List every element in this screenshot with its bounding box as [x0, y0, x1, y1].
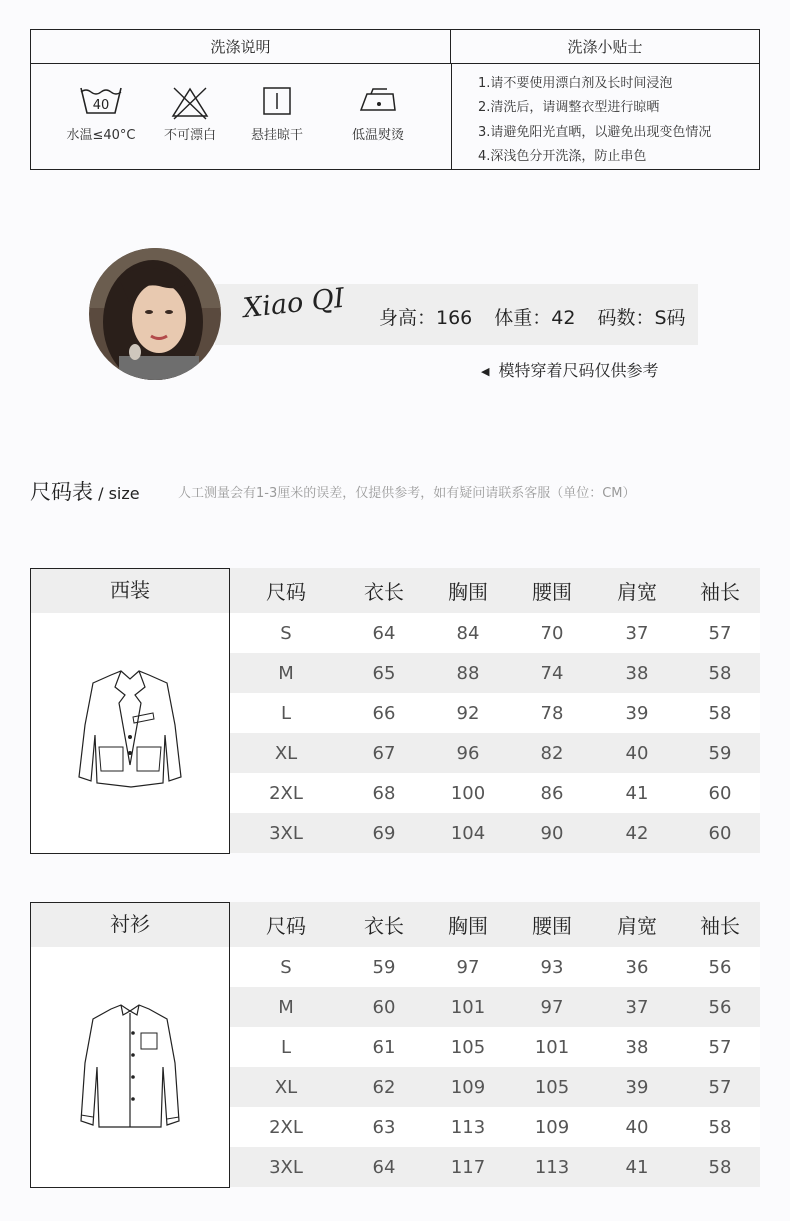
- table-cell: M: [278, 662, 294, 684]
- table-cell: 2XL: [269, 782, 303, 804]
- table-cell: 58: [708, 662, 732, 684]
- care-symbol-label: 悬挂晾干: [250, 128, 303, 143]
- table-cell: 37: [625, 996, 649, 1018]
- table-cell: 63: [372, 1116, 396, 1138]
- model-signature: Xiao QI: [241, 282, 346, 325]
- shirt-grid: [230, 902, 760, 1187]
- triangle-left-icon: ◀: [481, 365, 490, 378]
- table-cell: 64: [372, 622, 396, 644]
- table-row: [230, 1067, 760, 1107]
- table-row: [230, 947, 760, 987]
- table-cell: 56: [708, 996, 732, 1018]
- table-cell: M: [278, 996, 294, 1018]
- table-row: [230, 813, 760, 853]
- model-stats: [379, 303, 686, 330]
- header-cell: 尺码: [266, 914, 306, 938]
- table-cell: 58: [708, 1116, 732, 1138]
- table-cell: 64: [372, 1156, 396, 1178]
- table-row: [230, 613, 760, 653]
- table-cell: 92: [456, 702, 480, 724]
- care-tip: 4.深浅色分开洗涤，防止串色: [478, 148, 647, 164]
- table-header-row: [230, 568, 760, 613]
- shirt-panel: [30, 902, 230, 1188]
- wash-temperature-badge: 40: [92, 98, 110, 113]
- care-right-title: 洗涤小贴士: [451, 30, 759, 64]
- table-cell: 82: [540, 742, 564, 764]
- table-cell: 74: [540, 662, 564, 684]
- header-cell: 尺码: [266, 580, 306, 604]
- header-cell: 肩宽: [617, 580, 657, 604]
- table-cell: XL: [274, 1076, 298, 1098]
- table-cell: 117: [450, 1156, 486, 1178]
- table-cell: 96: [456, 742, 480, 764]
- table-cell: S: [280, 622, 292, 644]
- size-chart-title: 尺码表: [30, 480, 93, 504]
- table-header-row: [230, 902, 760, 947]
- table-cell: 88: [456, 662, 480, 684]
- table-cell: 41: [625, 782, 649, 804]
- header-cell: 肩宽: [617, 914, 657, 938]
- table-cell: 39: [625, 1076, 649, 1098]
- table-cell: 86: [540, 782, 564, 804]
- care-symbol-dry: [232, 86, 322, 143]
- care-tip: 1.请不要使用漂白剂及长时间浸泡: [478, 76, 673, 91]
- table-cell: 67: [372, 742, 396, 764]
- table-cell: 57: [708, 1076, 732, 1098]
- care-symbol-iron: [333, 86, 423, 143]
- care-symbol-label: 低温熨烫: [351, 128, 404, 143]
- table-cell: 41: [625, 1156, 649, 1178]
- model-size: 码数：S码: [597, 307, 686, 329]
- table-cell: 97: [456, 956, 480, 978]
- no-bleach-icon: [170, 86, 210, 120]
- table-cell: 3XL: [269, 822, 303, 844]
- table-cell: 101: [450, 996, 486, 1018]
- table-cell: 90: [540, 822, 564, 844]
- header-cell: 腰围: [532, 580, 572, 604]
- table-cell: 56: [708, 956, 732, 978]
- table-row: [230, 733, 760, 773]
- table-cell: 57: [708, 622, 732, 644]
- care-tip: 2.清洗后，请调整衣型进行晾晒: [478, 100, 660, 116]
- care-tip: 3.请避免阳光直晒，以避免出现变色情况: [478, 124, 712, 140]
- size-chart-note: 人工测量会有1-3厘米的误差，仅提供参考，如有疑问请联系客服（单位：CM）: [178, 486, 636, 501]
- table-cell: 101: [534, 1036, 570, 1058]
- header-cell: 袖长: [700, 914, 740, 938]
- table-cell: 59: [708, 742, 732, 764]
- table-cell: 109: [534, 1116, 570, 1138]
- table-row: [230, 1027, 760, 1067]
- size-chart-subtitle: / size: [93, 484, 140, 503]
- header-cell: 胸围: [448, 580, 488, 604]
- header-cell: 袖长: [700, 580, 740, 604]
- table-cell: 58: [708, 702, 732, 724]
- table-cell: 2XL: [269, 1116, 303, 1138]
- table-cell: 69: [372, 822, 396, 844]
- care-instructions-table: [30, 29, 760, 170]
- table-cell: L: [280, 702, 292, 724]
- table-cell: 37: [625, 622, 649, 644]
- table-cell: 60: [708, 782, 732, 804]
- table-row: [230, 1147, 760, 1187]
- suit-grid: [230, 568, 760, 853]
- care-tips-list: [478, 72, 758, 169]
- suit-panel: [30, 568, 230, 854]
- shirt-panel-title: 衬衫: [31, 903, 229, 947]
- care-symbol-label: 水温≤40°C: [66, 128, 136, 143]
- size-chart-heading: [30, 476, 140, 506]
- care-left-title: 洗涤说明: [31, 30, 451, 64]
- table-cell: 65: [372, 662, 396, 684]
- care-symbol-wash: [56, 86, 146, 143]
- table-cell: 60: [372, 996, 396, 1018]
- table-cell: 62: [372, 1076, 396, 1098]
- hang-dry-icon: [262, 86, 292, 116]
- low-iron-icon: [357, 86, 399, 116]
- table-cell: 113: [534, 1156, 570, 1178]
- table-cell: S: [280, 956, 292, 978]
- model-avatar: [89, 248, 221, 380]
- table-cell: 36: [625, 956, 649, 978]
- table-cell: L: [280, 1036, 292, 1058]
- wash-40-icon: [79, 86, 123, 116]
- table-cell: 97: [540, 996, 564, 1018]
- care-symbol-label: 不可漂白: [163, 128, 216, 143]
- table-cell: 38: [625, 662, 649, 684]
- table-cell: 68: [372, 782, 396, 804]
- header-cell: 腰围: [532, 914, 572, 938]
- table-cell: 38: [625, 1036, 649, 1058]
- table-cell: 105: [534, 1076, 570, 1098]
- table-row: [230, 773, 760, 813]
- care-divider: [451, 64, 452, 169]
- care-symbol-bleach: [145, 86, 235, 143]
- table-cell: 59: [372, 956, 396, 978]
- model-reference-note: [481, 358, 658, 381]
- table-row: [230, 1107, 760, 1147]
- model-note-text: 模特穿着尺码仅供参考: [498, 361, 659, 380]
- table-cell: XL: [274, 742, 298, 764]
- table-cell: 105: [450, 1036, 486, 1058]
- table-cell: 40: [625, 1116, 649, 1138]
- table-cell: 39: [625, 702, 649, 724]
- shirt-icon: [75, 1003, 185, 1131]
- model-height: 身高：166: [379, 307, 473, 329]
- table-cell: 66: [372, 702, 396, 724]
- table-cell: 58: [708, 1156, 732, 1178]
- table-cell: 113: [450, 1116, 486, 1138]
- table-row: [230, 693, 760, 733]
- suit-size-table: [30, 568, 760, 854]
- table-cell: 100: [450, 782, 486, 804]
- table-cell: 57: [708, 1036, 732, 1058]
- header-cell: 胸围: [448, 914, 488, 938]
- suit-jacket-icon: [75, 665, 185, 793]
- header-cell: 衣长: [364, 914, 404, 938]
- table-cell: 78: [540, 702, 564, 724]
- table-cell: 93: [540, 956, 564, 978]
- table-cell: 61: [372, 1036, 396, 1058]
- table-row: [230, 653, 760, 693]
- table-row: [230, 987, 760, 1027]
- table-cell: 60: [708, 822, 732, 844]
- model-weight: 体重：42: [494, 307, 576, 329]
- shirt-size-table: [30, 902, 760, 1188]
- table-cell: 40: [625, 742, 649, 764]
- table-cell: 104: [450, 822, 486, 844]
- table-cell: 109: [450, 1076, 486, 1098]
- table-cell: 70: [540, 622, 564, 644]
- suit-panel-title: 西装: [31, 569, 229, 613]
- table-cell: 3XL: [269, 1156, 303, 1178]
- table-cell: 84: [456, 622, 480, 644]
- table-cell: 42: [625, 822, 649, 844]
- header-cell: 衣长: [364, 580, 404, 604]
